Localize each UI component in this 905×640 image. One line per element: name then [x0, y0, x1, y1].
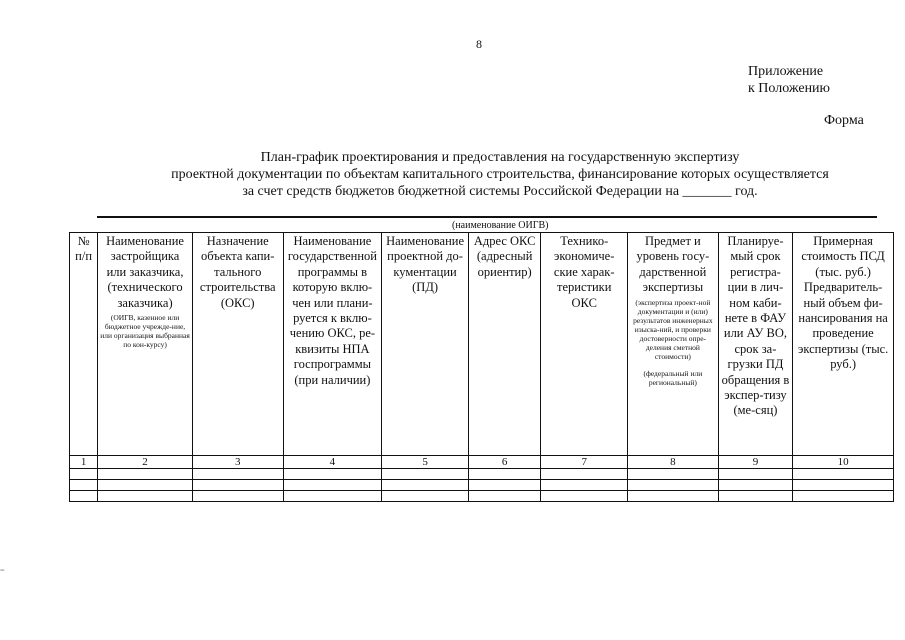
- empty-cell: [283, 480, 382, 491]
- header-cell-expertise-subject: Предмет и уровень госу-дарственной экспертизы (экспертиза проект-ной документации и (или) результатов инженерных изыска-ний, и проверки достоверности опре-деления сметной стоимости) (федеральный или региональный): [628, 233, 719, 456]
- empty-cell: [793, 480, 894, 491]
- empty-cell: [382, 491, 469, 502]
- column-number: 3: [192, 456, 283, 469]
- expertise-level-note: (федеральный или региональный): [643, 368, 703, 387]
- column-number: 7: [541, 456, 628, 469]
- column-number: 6: [468, 456, 541, 469]
- empty-cell: [382, 480, 469, 491]
- header-cell-planned-date: Планируе-мый срок регистра-ции в лич-ном каби-нете в ФАУ или АУ ВО, срок за-грузки ПД обращения в экспер-тизу (ме-сяц): [718, 233, 793, 456]
- empty-cell: [718, 480, 793, 491]
- column-number: 1: [70, 456, 98, 469]
- empty-cell: [628, 469, 719, 480]
- header-cell-cost: Примерная стоимость ПСД (тыс. руб.) Предваритель-ный объем фи-нансирования на проведение экспертизы (тыс. руб.): [793, 233, 894, 456]
- empty-cell: [192, 469, 283, 480]
- schedule-table: [69, 232, 894, 502]
- empty-cell: [70, 480, 98, 491]
- table-row: [70, 469, 894, 480]
- form-label: Форма: [824, 113, 864, 128]
- column-number: 4: [283, 456, 382, 469]
- empty-cell: [283, 491, 382, 502]
- empty-cell: [468, 480, 541, 491]
- empty-cell: [541, 491, 628, 502]
- empty-cell: [98, 469, 193, 480]
- empty-cell: [628, 491, 719, 502]
- table-row: [70, 480, 894, 491]
- empty-cell: [70, 491, 98, 502]
- empty-cell: [192, 480, 283, 491]
- header-cell-program: Наименование государственной программы в которую вклю-чен или плани-руется к вклю-чению ОКС, ре-квизиты НПА госпрограммы (при наличии): [283, 233, 382, 456]
- empty-cell: [468, 469, 541, 480]
- header-cell-purpose: Назначение объекта капи-тального строительства (ОКС): [192, 233, 283, 456]
- empty-cell: [793, 469, 894, 480]
- empty-cell: [70, 469, 98, 480]
- column-number: 5: [382, 456, 469, 469]
- header-cell-address: Адрес ОКС (адресный ориентир): [468, 233, 541, 456]
- empty-cell: [98, 491, 193, 502]
- document-title: [80, 149, 905, 200]
- empty-cell: [793, 491, 894, 502]
- developer-note: (ОИГВ, казенное или бюджетное учрежде-ние, или организация выбранная по кон-курсу): [100, 313, 190, 350]
- empty-cell: [628, 480, 719, 491]
- header-cell-developer: Наименование застройщика или заказчика, (технического заказчика) (ОИГВ, казенное или бюджетное учрежде-ние, или организация выбранная по кон-курсу): [98, 233, 193, 456]
- empty-cell: [718, 491, 793, 502]
- expertise-note: (экспертиза проект-ной документации и (или) результатов инженерных изыска-ний, и проверки достоверности опре-деления сметной стоимости): [633, 297, 713, 361]
- title-line-3: за счет средств бюджетов бюджетной системы Российской Федерации на _______ год.: [242, 184, 758, 199]
- header-cell-row-number: № п/п: [70, 233, 98, 456]
- table-row: [70, 491, 894, 502]
- title-line-2: проектной документации по объектам капитального строительства, финансирование которых осуществляется: [171, 167, 829, 182]
- empty-cell: [468, 491, 541, 502]
- empty-cell: [98, 480, 193, 491]
- appendix-label: [748, 63, 830, 97]
- empty-cell: [541, 480, 628, 491]
- header-row: [70, 233, 894, 456]
- empty-cell: [718, 469, 793, 480]
- column-number: 9: [718, 456, 793, 469]
- column-number: 2: [98, 456, 193, 469]
- appendix-line-1: Приложение: [748, 64, 824, 79]
- appendix-line-2: к Положению: [748, 81, 831, 96]
- empty-cell: [541, 469, 628, 480]
- header-cell-documentation: Наименование проектной до-кументации (ПД): [382, 233, 469, 456]
- column-number: 8: [628, 456, 719, 469]
- empty-cell: [192, 491, 283, 502]
- title-line-1: План-график проектирования и предоставления на государственную экспертизу: [260, 150, 740, 165]
- header-cell-characteristics: Технико-экономиче-ские харак-теристики ОКС: [541, 233, 628, 456]
- org-name-line: [97, 216, 877, 218]
- org-name-caption: (наименование ОИГВ): [452, 220, 549, 231]
- column-number: 10: [793, 456, 894, 469]
- empty-cell: [283, 469, 382, 480]
- page-number: 8: [476, 37, 482, 51]
- empty-cell: [382, 469, 469, 480]
- column-number-row: [70, 456, 894, 469]
- edge-mark: =: [0, 566, 5, 575]
